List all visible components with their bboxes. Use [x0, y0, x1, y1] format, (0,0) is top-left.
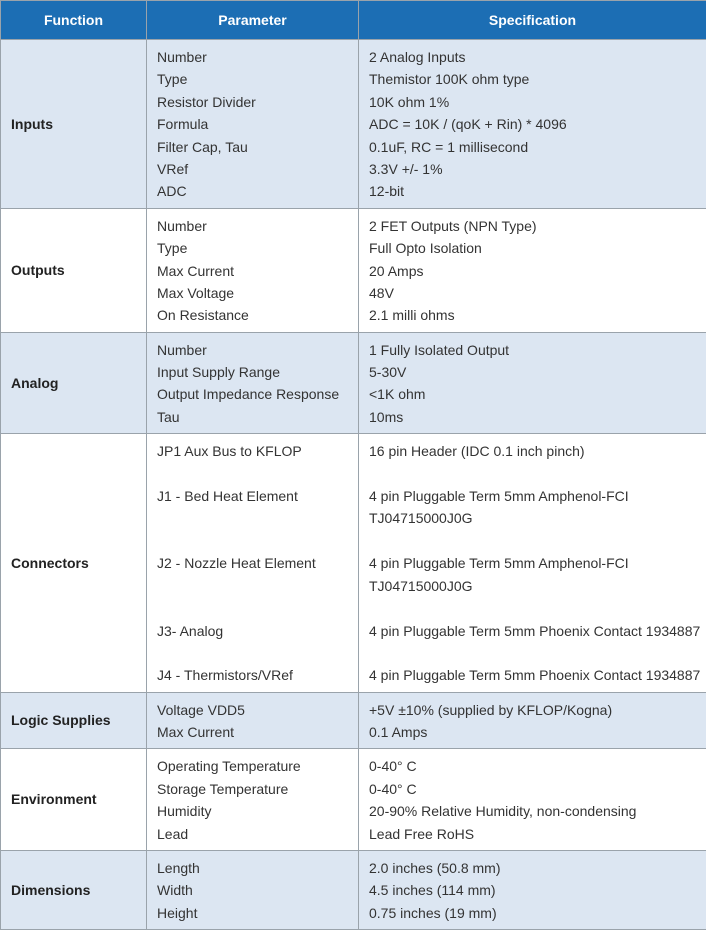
spec-text: 1 Fully Isolated Output [369, 339, 706, 361]
spec-text: 20-90% Relative Humidity, non-condensing [369, 800, 706, 822]
parameter-text: Max Voltage [157, 282, 358, 304]
function-cell: Dimensions [1, 850, 147, 929]
function-cell: Analog [1, 332, 147, 434]
parameter-text: Operating Temperature [157, 755, 358, 777]
function-cell: Inputs [1, 40, 147, 209]
parameter-text: Input Supply Range [157, 361, 358, 383]
spec-text: 10ms [369, 406, 706, 428]
parameter-cell [147, 208, 359, 332]
spec-text: 0.1uF, RC = 1 millisecond [369, 136, 706, 158]
table-row-outputs [1, 208, 706, 332]
spec-text: 4 pin Pluggable Term 5mm Phoenix Contact 1934887 [369, 620, 706, 642]
spec-text: 2.1 milli ohms [369, 304, 706, 326]
specification-cell [359, 850, 706, 929]
parameter-text: Number [157, 339, 358, 361]
spec-text: Lead Free RoHS [369, 823, 706, 845]
function-cell: Outputs [1, 208, 147, 332]
parameter-text: J3- Analog [157, 620, 358, 642]
parameter-text: Resistor Divider [157, 91, 358, 113]
specification-cell [359, 749, 706, 851]
table-row-dimensions [1, 850, 706, 929]
spec-text: <1K ohm [369, 383, 706, 405]
spec-text: 3.3V +/- 1% [369, 158, 706, 180]
parameter-cell [147, 40, 359, 209]
spec-text: Themistor 100K ohm type [369, 68, 706, 90]
header-function: Function [1, 1, 147, 40]
spec-text: 2 Analog Inputs [369, 46, 706, 68]
table-row-inputs [1, 40, 706, 209]
parameter-text: Storage Temperature [157, 778, 358, 800]
table-row-environment [1, 749, 706, 851]
spec-text: 10K ohm 1% [369, 91, 706, 113]
spec-text: 0.75 inches (19 mm) [369, 902, 706, 924]
table-row-analog [1, 332, 706, 434]
spec-text: 2.0 inches (50.8 mm) [369, 857, 706, 879]
specification-cell [359, 40, 706, 209]
parameter-text: Number [157, 215, 358, 237]
header-parameter: Parameter [147, 1, 359, 40]
parameter-text: Output Impedance Response [157, 383, 358, 405]
specification-cell [359, 332, 706, 434]
spec-text: 2 FET Outputs (NPN Type) [369, 215, 706, 237]
function-cell: Logic Supplies [1, 692, 147, 749]
specification-cell [359, 692, 706, 749]
spec-text: 48V [369, 282, 706, 304]
parameter-cell [147, 850, 359, 929]
parameter-text: Tau [157, 406, 358, 428]
spec-text: +5V ±10% (supplied by KFLOP/Kogna) [369, 699, 706, 721]
spec-text: ADC = 10K / (qoK + Rin) * 4096 [369, 113, 706, 135]
specification-cell [359, 208, 706, 332]
function-cell: Connectors [1, 434, 147, 692]
spec-text: 12-bit [369, 180, 706, 202]
parameter-text: Filter Cap, Tau [157, 136, 358, 158]
parameter-text: Type [157, 237, 358, 259]
parameter-cell [147, 692, 359, 749]
header-specification: Specification [359, 1, 706, 40]
parameter-cell [147, 434, 359, 692]
spec-text: 4 pin Pluggable Term 5mm Phoenix Contact 1934887 [369, 664, 706, 686]
parameter-text: Formula [157, 113, 358, 135]
parameter-text: ADC [157, 180, 358, 202]
parameter-text: Height [157, 902, 358, 924]
parameter-text: Length [157, 857, 358, 879]
spec-text: 5-30V [369, 361, 706, 383]
parameter-text: Lead [157, 823, 358, 845]
parameter-text: On Resistance [157, 304, 358, 326]
spec-text: 20 Amps [369, 260, 706, 282]
parameter-text: Width [157, 879, 358, 901]
parameter-text: Number [157, 46, 358, 68]
spec-text: 0-40° C [369, 755, 706, 777]
parameter-text: J2 - Nozzle Heat Element [157, 552, 358, 574]
function-cell: Environment [1, 749, 147, 851]
parameter-text: Max Current [157, 260, 358, 282]
spec-text: 16 pin Header (IDC 0.1 inch pinch) [369, 440, 706, 462]
table-row-logic-supplies [1, 692, 706, 749]
specification-cell [359, 434, 706, 692]
table-row-connectors [1, 434, 706, 692]
parameter-cell [147, 332, 359, 434]
spec-text: 0.1 Amps [369, 721, 706, 743]
spec-text: 4 pin Pluggable Term 5mm Amphenol-FCI [369, 552, 706, 574]
parameter-text: JP1 Aux Bus to KFLOP [157, 440, 358, 462]
spec-text: TJ04715000J0G [369, 507, 706, 529]
parameter-text: Type [157, 68, 358, 90]
parameter-text: Max Current [157, 721, 358, 743]
parameter-text: Voltage VDD5 [157, 699, 358, 721]
parameter-cell [147, 749, 359, 851]
spec-text: 0-40° C [369, 778, 706, 800]
spec-text: 4.5 inches (114 mm) [369, 879, 706, 901]
table-header-row [1, 1, 706, 40]
spec-text: 4 pin Pluggable Term 5mm Amphenol-FCI [369, 485, 706, 507]
parameter-text: J1 - Bed Heat Element [157, 485, 358, 507]
parameter-text: J4 - Thermistors/VRef [157, 664, 358, 686]
parameter-text: VRef [157, 158, 358, 180]
parameter-text: Humidity [157, 800, 358, 822]
spec-text: TJ04715000J0G [369, 575, 706, 597]
spec-text: Full Opto Isolation [369, 237, 706, 259]
